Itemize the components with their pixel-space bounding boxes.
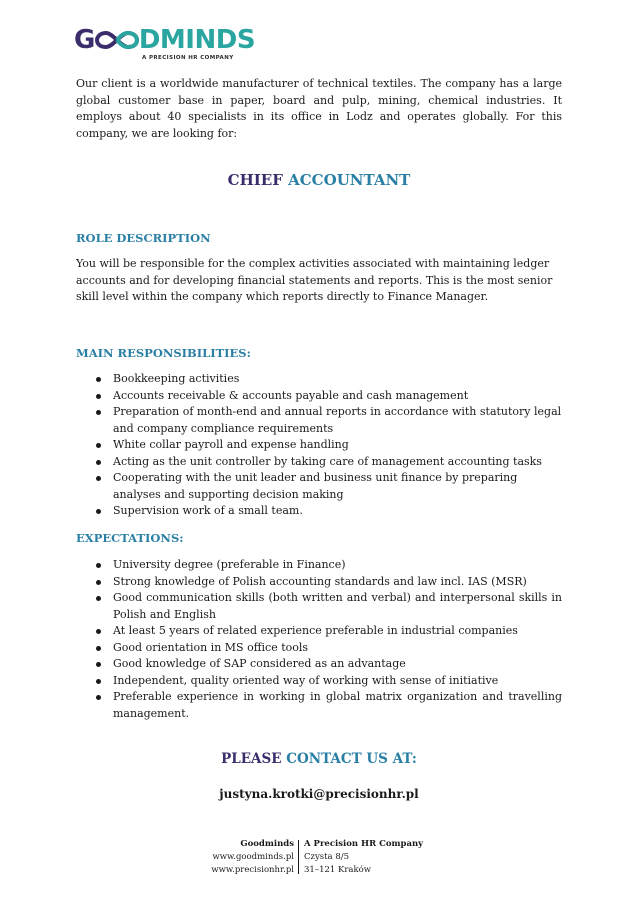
bullet-icon — [96, 377, 101, 382]
bullet-icon — [96, 563, 101, 568]
list-item: At least 5 years of related experience preferable in industrial companies — [76, 623, 562, 640]
footer-divider — [298, 840, 299, 874]
bullet-icon — [96, 662, 101, 667]
job-title-word1: CHIEF — [227, 171, 283, 189]
footer — [0, 838, 638, 888]
responsibilities-heading: MAIN RESPONSIBILITIES: — [76, 346, 251, 360]
list-item: Cooperating with the unit leader and business unit finance by preparing analyses and supporting decision making — [76, 470, 562, 503]
contact-heading — [0, 750, 638, 768]
expectations-heading: EXPECTATIONS: — [76, 531, 184, 545]
list-item: Strong knowledge of Polish accounting standards and law incl. IAS (MSR) — [76, 574, 562, 591]
footer-website-precisionhr[interactable]: www.precisionhr.pl — [211, 865, 294, 875]
list-item: University degree (preferable in Finance) — [76, 557, 562, 574]
list-item: Preparation of month-end and annual reports in accordance with statutory legal and company compliance requirements — [76, 404, 562, 437]
bullet-icon — [96, 443, 101, 448]
list-item: Accounts receivable & accounts payable and cash management — [76, 388, 562, 405]
goodminds-logo — [74, 24, 274, 66]
list-item: Good orientation in MS office tools — [76, 640, 562, 657]
bullet-icon — [96, 679, 101, 684]
footer-right — [304, 838, 423, 877]
role-heading: ROLE DESCRIPTION — [76, 231, 211, 245]
expectations-list — [76, 557, 562, 722]
list-item: Bookkeeping activities — [76, 371, 562, 388]
logo-letters: DMINDS — [138, 25, 256, 55]
list-item: Supervision work of a small team. — [76, 503, 562, 520]
role-description: You will be responsible for the complex activities associated with maintaining ledger accounts and for developing financial statements and reports. This is the most senior skill level within the company which reports directly to Finance Manager. — [76, 257, 553, 303]
bullet-icon — [96, 394, 101, 399]
bullet-icon — [96, 695, 101, 700]
bullet-icon — [96, 476, 101, 481]
infinity-icon — [95, 29, 139, 51]
responsibilities-list — [76, 371, 562, 520]
contact-email[interactable]: justyna.krotki@precisionhr.pl — [219, 787, 419, 801]
intro-paragraph: Our client is a worldwide manufacturer of technical textiles. The company has a large global customer base in paper, board and pulp, mining, chemical industries. It employs about 40 specialists in its office in Lodz and operates globally. For this company, we are looking for: — [76, 77, 562, 140]
list-item: Good knowledge of SAP considered as an advantage — [76, 656, 562, 673]
job-title-word2: ACCOUNTANT — [288, 171, 411, 189]
footer-street: Czysta 8/5 — [304, 852, 350, 862]
list-item: Acting as the unit controller by taking care of management accounting tasks — [76, 454, 562, 471]
list-item: Good communication skills (both written and verbal) and interpersonal skills in Polish and English — [76, 590, 562, 623]
contact-word1: PLEASE — [221, 751, 282, 767]
bullet-icon — [96, 646, 101, 651]
footer-tagline: A Precision HR Company — [304, 839, 424, 849]
contact-word2: CONTACT US AT: — [286, 751, 417, 767]
footer-left — [211, 838, 294, 877]
footer-city: 31–121 Kraków — [304, 865, 372, 875]
bullet-icon — [96, 410, 101, 415]
bullet-icon — [96, 460, 101, 465]
logo-tagline: A PRECISION HR COMPANY — [142, 55, 234, 61]
bullet-icon — [96, 509, 101, 514]
list-item: White collar payroll and expense handling — [76, 437, 562, 454]
job-title — [0, 171, 638, 189]
list-item: Independent, quality oriented way of working with sense of initiative — [76, 673, 562, 690]
bullet-icon — [96, 580, 101, 585]
bullet-icon — [96, 596, 101, 601]
logo-letter-g: G — [74, 25, 95, 55]
footer-website-goodminds[interactable]: www.goodminds.pl — [212, 852, 294, 862]
list-item: Preferable experience in working in global matrix organization and travelling management. — [76, 689, 562, 722]
logo-wordmark — [74, 24, 255, 56]
footer-company: Goodminds — [240, 839, 294, 849]
bullet-icon — [96, 629, 101, 634]
